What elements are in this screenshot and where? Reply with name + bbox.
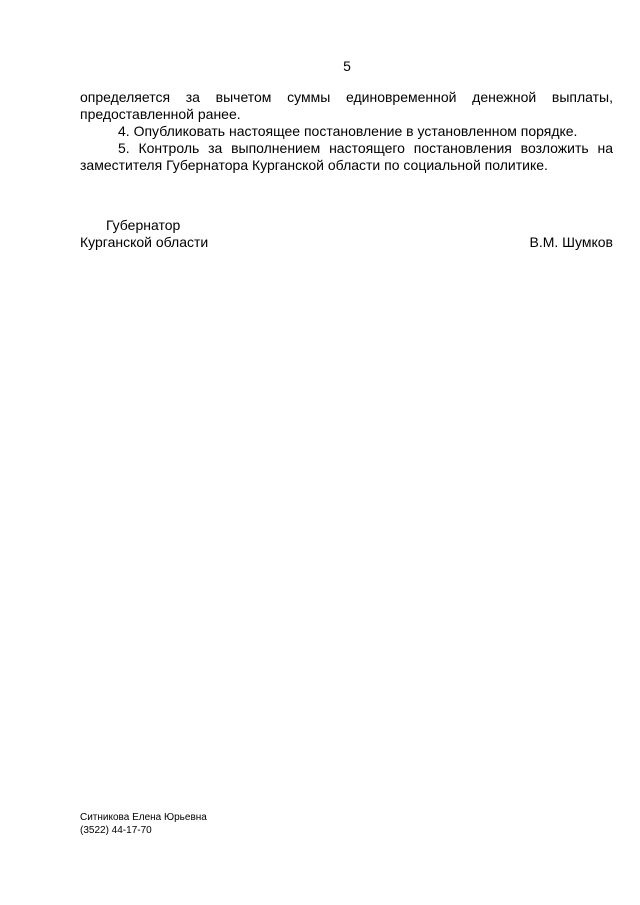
signatory-title-line-1: Губернатор — [106, 217, 181, 233]
document-body — [80, 89, 613, 174]
signature-block — [80, 217, 613, 251]
paragraph-item-5: 5. Контроль за выполнением настоящего постановления возложить на заместителя Губернатора Курганской области по социальной политике. — [80, 140, 613, 173]
signatory-title-line-2: Курганской области — [80, 234, 209, 250]
executor-phone: (3522) 44-17-70 — [80, 825, 152, 836]
paragraph-item-4: 4. Опубликовать настоящее постановление в установленном порядке. — [118, 123, 578, 139]
executor-footer — [80, 811, 207, 837]
page-number: 5 — [343, 58, 351, 74]
signatory-name: В.М. Шумков — [529, 234, 613, 250]
executor-name: Ситникова Елена Юрьевна — [80, 812, 207, 823]
paragraph-continuation: определяется за вычетом суммы единовременной денежной выплаты, предоставленной ранее. — [80, 89, 613, 122]
signature-row — [80, 234, 613, 251]
